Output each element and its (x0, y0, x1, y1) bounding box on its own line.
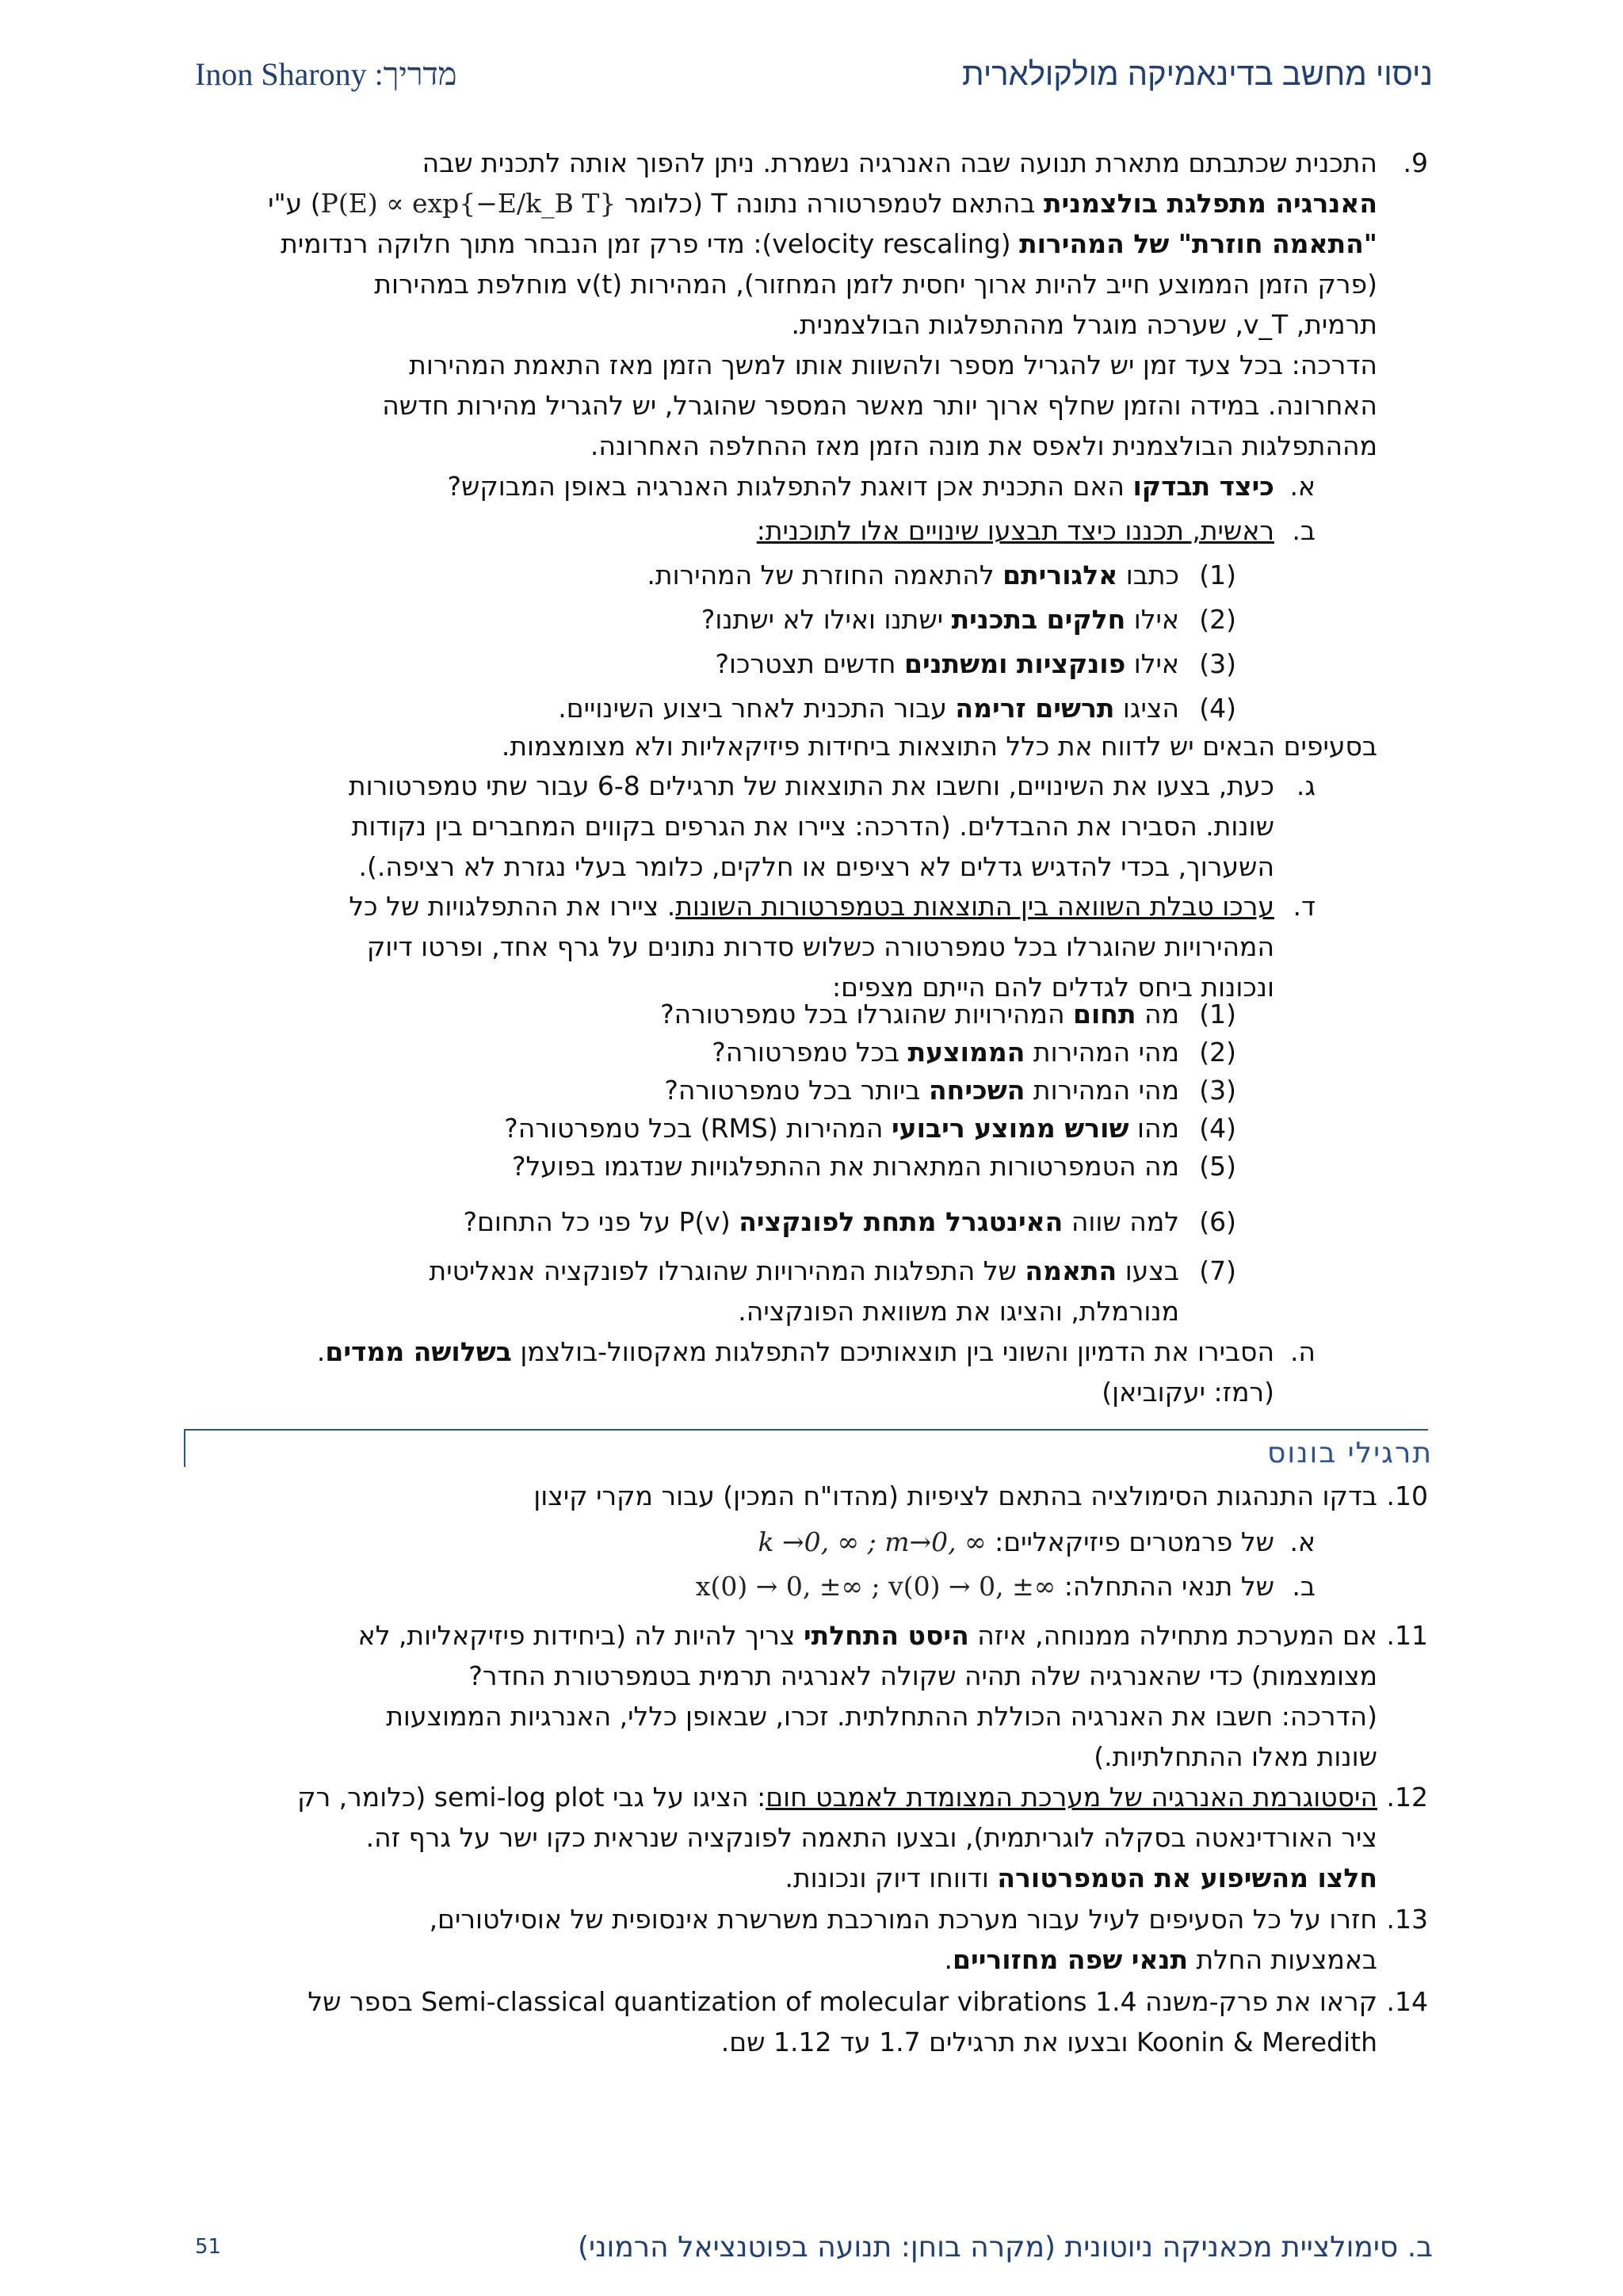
question-9d-item-7: בצעו התאמה של התפלגות המהירויות שהוגרלו לפונקציה אנאליטית מנורמלת, והציגו את משוואת הפונקציה. (429, 1255, 1179, 1327)
sub-item-number: (4) (1199, 1113, 1236, 1144)
question-9-intro: התכנית שכתבתם מתארת תנועה שבה האנרגיה נשמרת. ניתן להפוך אותה לתכנית שבה האנרגיה מתפלגת בולצמנית בהתאם לטמפרטורה נתונה T (כלומר P(E) ∝ exp{−E/k_B T}) ע"י "התאמה חוזרת" של המהירות (velocity rescaling): מדי פרק זמן הנבחר מתוך חלוקה רנדומית (פרק הזמן הממוצע חייב להיות ארוך יחסית לזמן המחזור), המהירות v(t) מוחלפת במהירות תרמית, v_T, שערכה מוגרל מההתפלגות הבולצמנית. הדרכה: בכל צעד זמן יש להגריל מספר ולהשוות אותו למשך הזמן מאז התאמת המהירות האחרונה. במידה והזמן שחלף ארוך יותר מאשר המספר שהוגרל, יש להגריל מהירות חדשה מההתפלגות הבולצמנית ולאפס את מונה הזמן מאז ההחלפה האחרונה. (195, 143, 1377, 466)
question-number: 13. (1386, 1904, 1428, 1935)
question-9c: כעת, בצעו את השינויים, וחשבו את התוצאות של תרגילים 6-8 עבור שתי טמפרטורות שונות. הסבירו את ההבדלים. (הדרכה: ציירו את הגרפים בקווים המחברים בין נקודות השערוך, בכדי להדגיש גדלים לא רציפים או חלקים, כלומר בעלי נגזרת לא רציפה.). (348, 770, 1274, 882)
item-label: ה. (1289, 1336, 1316, 1367)
item-label: ג. (1296, 770, 1316, 801)
question-10: בדקו התנהגות הסימולציה בהתאם לציפיות (מהדו"ח המכין) עבור מקרי קיצון (533, 1480, 1377, 1511)
question-number: 10. (1386, 1480, 1428, 1511)
list-item: מהי המהירות הממוצעת בכל טמפרטורה? (712, 1037, 1179, 1068)
list-item: למה שווה האינטגרל מתחת לפונקציה P(v) על פני כל התחום? (463, 1206, 1179, 1237)
question-9d: ערכו טבלת השוואה בין התוצאות בטמפרטורות השונות. ציירו את ההתפלגויות של כל המהירויות שהוגרלו בכל טמפרטורה כשלוש סדרות נתונים על גרף אחד, ופרטו דיוק ונכונות ביחס לגדלים להם הייתם מצפים: (349, 891, 1274, 1003)
sub-item-number: (1) (1199, 560, 1236, 590)
list-item: מהי המהירות השכיחה ביותר בכל טמפרטורה? (664, 1075, 1179, 1106)
instructor-name: מדריך: Inon Sharony (195, 56, 457, 92)
question-9e: הסבירו את הדמיון והשוני בין תוצאותיכם להתפלגות מאקסוול-בולצמן בשלושה ממדים. (רמז: יעקוביאן) (316, 1336, 1274, 1408)
page-number: 51 (195, 2235, 222, 2259)
extreme-params-formula: k →0, ∞ ; m→0, ∞ (758, 1526, 987, 1557)
question-10a: של פרמטרים פיזיקאליים: k →0, ∞ ; m→0, ∞ (195, 1522, 1274, 1562)
question-number: 11. (1386, 1620, 1428, 1651)
section-divider-edge (184, 1429, 185, 1467)
list-item: מה הטמפרטורות המתארות את ההתפלגויות שנדגמו בפועל? (511, 1151, 1179, 1182)
item-label: ב. (1292, 515, 1316, 546)
list-item: מהו שורש ממוצע ריבועי המהירות (RMS) בכל טמפרטורה? (504, 1113, 1179, 1144)
boltzmann-formula: P(E) ∝ exp{−E/k_B T} (320, 188, 617, 219)
sub-item-number: (3) (1199, 1075, 1236, 1106)
sub-item-number: (7) (1199, 1255, 1236, 1286)
sub-item-number: (6) (1199, 1206, 1236, 1237)
sub-item-number: (5) (1199, 1151, 1236, 1182)
question-number: 12. (1386, 1782, 1428, 1813)
sub-item-number: (2) (1199, 604, 1236, 635)
item-label: ד. (1293, 891, 1316, 922)
question-12: היסטוגרמת האנרגיה של מערכת המצומדת לאמבט חום: הציגו על גבי semi-log plot (כלומר, רק ציר האורדינאטה בסקלה לוגריתמית), ובצעו התאמה לפונקציה שנראית כקו ישר על גרף זה. חלצו מהשיפוע את הטמפרטורה ודווחו דיוק ונכונות. (297, 1782, 1377, 1893)
question-number: 14. (1386, 1986, 1428, 2017)
sub-item-number: (4) (1199, 693, 1236, 724)
question-number: 9. (1403, 147, 1428, 178)
question-10b: של תנאי ההתחלה: x(0) → 0, ±∞ ; v(0) → 0, ±∞ (195, 1566, 1274, 1606)
chapter-title: ב. סימולציית מכאניקה ניוטונית (מקרה בוחן: תנועה בפוטנציאל הרמוני) (578, 2231, 1433, 2264)
list-item: הציגו תרשים זרימה עבור התכנית לאחר ביצוע השינויים. (558, 693, 1179, 724)
question-11: אם המערכת מתחילה ממנוחה, איזה היסט התחלתי צריך להיות לה (ביחידות פיזיקאליות, לא מצומצמות) כדי שהאנרגיה שלה תהיה שקולה לאנרגיה תרמית בטמפרטורת החדר? (הדרכה: חשבו את האנרגיה הכוללת ההתחלתית. זכרו, שבאופן כללי, האנרגיות הממוצעות שונות מאלו ההתחלתיות.) (357, 1620, 1377, 1772)
course-title: ניסוי מחשב בדינאמיקה מולקולארית (962, 57, 1433, 92)
section-divider (184, 1429, 1428, 1431)
question-9b: ראשית, תכננו כיצד תבצעו שינויים אלו לתוכנית: (756, 515, 1274, 546)
sub-item-number: (3) (1199, 648, 1236, 679)
item-label: ב. (1292, 1571, 1316, 1602)
question-14: קראו את פרק-משנה 1.4 Semi-classical quantization of molecular vibrations בספר של Koonin & Meredith ובצעו את תרגילים 1.7 עד 1.12 שם. (307, 1986, 1377, 2057)
question-9a: כיצד תבדקו האם התכנית אכן דואגת להתפלגות האנרגיה באופן המבוקש? (447, 471, 1274, 502)
question-13: חזרו על כל הסעיפים לעיל עבור מערכת המורכבת משרשרת אינסופית של אוסילטורים, באמצעות החלת תנאי שפה מחזוריים. (429, 1904, 1377, 1975)
sub-item-number: (2) (1199, 1037, 1236, 1068)
units-note: בסעיפים הבאים יש לדווח את כלל התוצאות ביחידות פיזיקאליות ולא מצומצמות. (501, 731, 1377, 762)
sub-item-number: (1) (1199, 999, 1236, 1030)
initial-conditions-formula: x(0) → 0, ±∞ ; v(0) → 0, ±∞ (695, 1571, 1056, 1602)
item-label: א. (1289, 1526, 1316, 1557)
bonus-section-title: תרגילי בונוס (1266, 1437, 1433, 1469)
list-item: כתבו אלגוריתם להתאמה החוזרת של המהירות. (647, 560, 1179, 590)
list-item: מה תחום המהירויות שהוגרלו בכל טמפרטורה? (660, 999, 1179, 1030)
list-item: אילו חלקים בתכנית ישתנו ואילו לא ישתנו? (701, 604, 1179, 635)
hint-line: הדרכה: בכל צעד זמן יש להגריל מספר ולהשוות אותו למשך הזמן מאז התאמת המהירות (409, 350, 1377, 380)
list-item: אילו פונקציות ומשתנים חדשים תצטרכו? (715, 648, 1179, 679)
item-label: א. (1289, 471, 1316, 502)
